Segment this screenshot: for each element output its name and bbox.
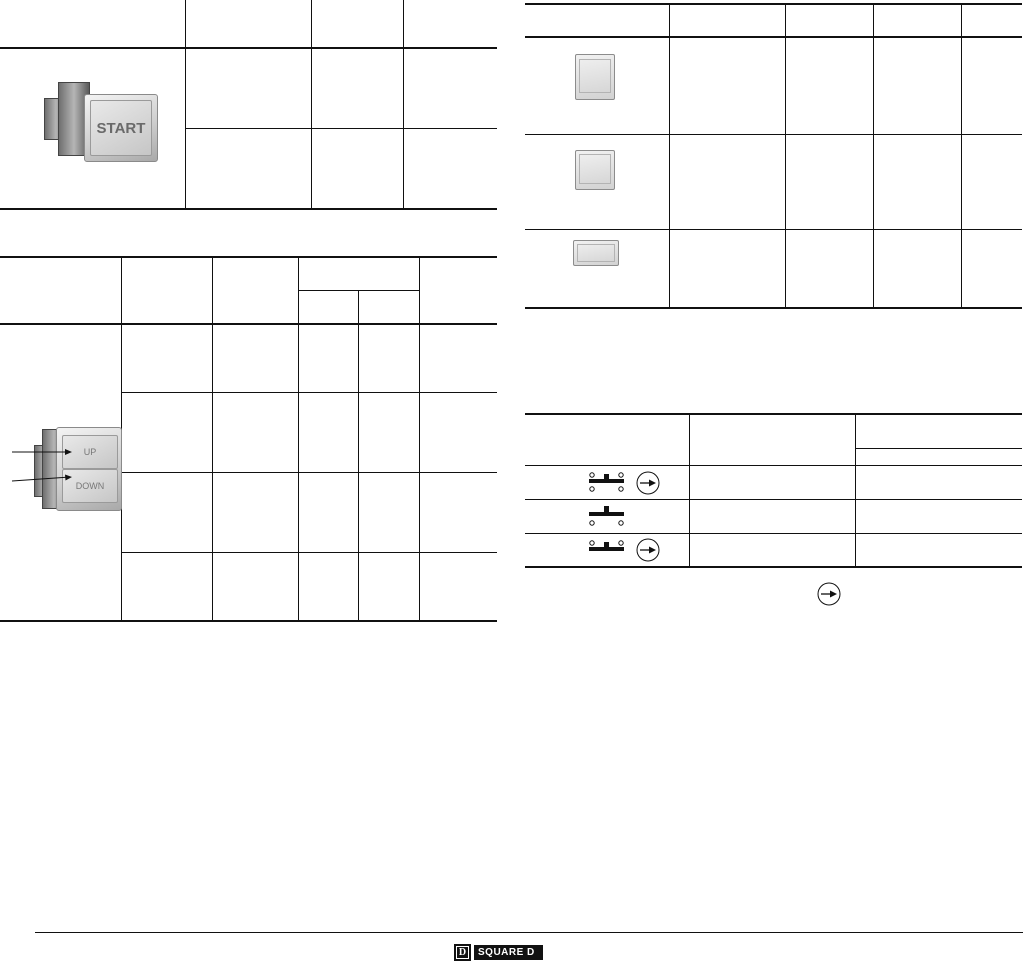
contact-symbol-row-3 xyxy=(585,537,675,567)
table3-row-divider xyxy=(525,134,1022,135)
table1-col-divider xyxy=(403,0,404,208)
table4-subheader-rule xyxy=(856,448,1022,449)
table1-top-rule xyxy=(0,47,497,49)
logo-d-mark xyxy=(454,944,471,961)
down-label: DOWN xyxy=(75,481,105,491)
logo-wordmark: SQUARE D xyxy=(474,945,543,960)
updown-button-photo xyxy=(0,415,122,515)
table3-col-divider xyxy=(873,3,874,308)
table1-row-divider xyxy=(186,128,497,129)
table2-top-rule xyxy=(0,256,497,258)
table3-row-divider xyxy=(525,229,1022,230)
up-callout-arrowhead xyxy=(65,449,72,455)
table2-subheader-rule xyxy=(299,290,419,291)
table4-row-divider xyxy=(525,499,1022,500)
table4-col-divider xyxy=(855,413,856,567)
start-label: START xyxy=(96,119,146,137)
table3-col-divider xyxy=(785,3,786,308)
normally-open-contact-icon xyxy=(589,541,624,551)
arrow-circle-icon xyxy=(637,539,659,561)
contact-symbol-row-1 xyxy=(585,469,675,499)
arrow-circle-icon xyxy=(637,472,659,494)
table3-header-rule xyxy=(525,36,1022,38)
table3-top-rule xyxy=(525,3,1022,5)
translucent-cap-photo xyxy=(575,150,615,190)
table2-row-divider xyxy=(122,472,497,473)
square-d-logo xyxy=(454,944,543,961)
contact-symbol-row-2 xyxy=(585,503,635,533)
table2-col-divider xyxy=(358,290,359,621)
table2-col-divider xyxy=(419,256,420,621)
down-callout-line xyxy=(12,477,70,481)
start-button-face xyxy=(90,100,152,156)
table2-col-divider xyxy=(298,256,299,621)
table2-bottom-rule xyxy=(0,620,497,622)
table1-col-divider xyxy=(185,0,186,208)
table4-top-rule xyxy=(525,413,1022,415)
normally-open-contact-icon xyxy=(589,473,624,491)
table2-row-divider xyxy=(122,552,497,553)
cap-inner-frame xyxy=(579,154,611,184)
cap-inner-frame xyxy=(579,59,611,93)
logo-letter: D xyxy=(456,946,469,959)
table2-header-rule xyxy=(0,323,497,325)
table2-col-divider xyxy=(212,256,213,621)
footnote-arrow-circle-icon xyxy=(817,582,843,608)
table3-bottom-rule xyxy=(525,307,1022,309)
clear-cap-photo xyxy=(575,54,615,100)
cap-inner-frame xyxy=(577,244,615,262)
table4-row-divider xyxy=(525,533,1022,534)
footer-rule xyxy=(35,932,1023,933)
up-label: UP xyxy=(83,447,97,457)
table4-col-divider xyxy=(689,413,690,567)
callout-leaders xyxy=(0,415,122,515)
table3-col-divider xyxy=(669,3,670,308)
table1-col-divider xyxy=(311,0,312,208)
table1-bottom-rule xyxy=(0,208,497,210)
start-button-photo xyxy=(40,68,160,168)
table2-row-divider xyxy=(122,392,497,393)
normally-closed-contact-icon xyxy=(589,506,624,525)
table4-header-rule xyxy=(525,465,1022,466)
table3-col-divider xyxy=(961,3,962,308)
down-callout-arrowhead xyxy=(65,475,72,481)
low-cap-photo xyxy=(573,240,619,266)
